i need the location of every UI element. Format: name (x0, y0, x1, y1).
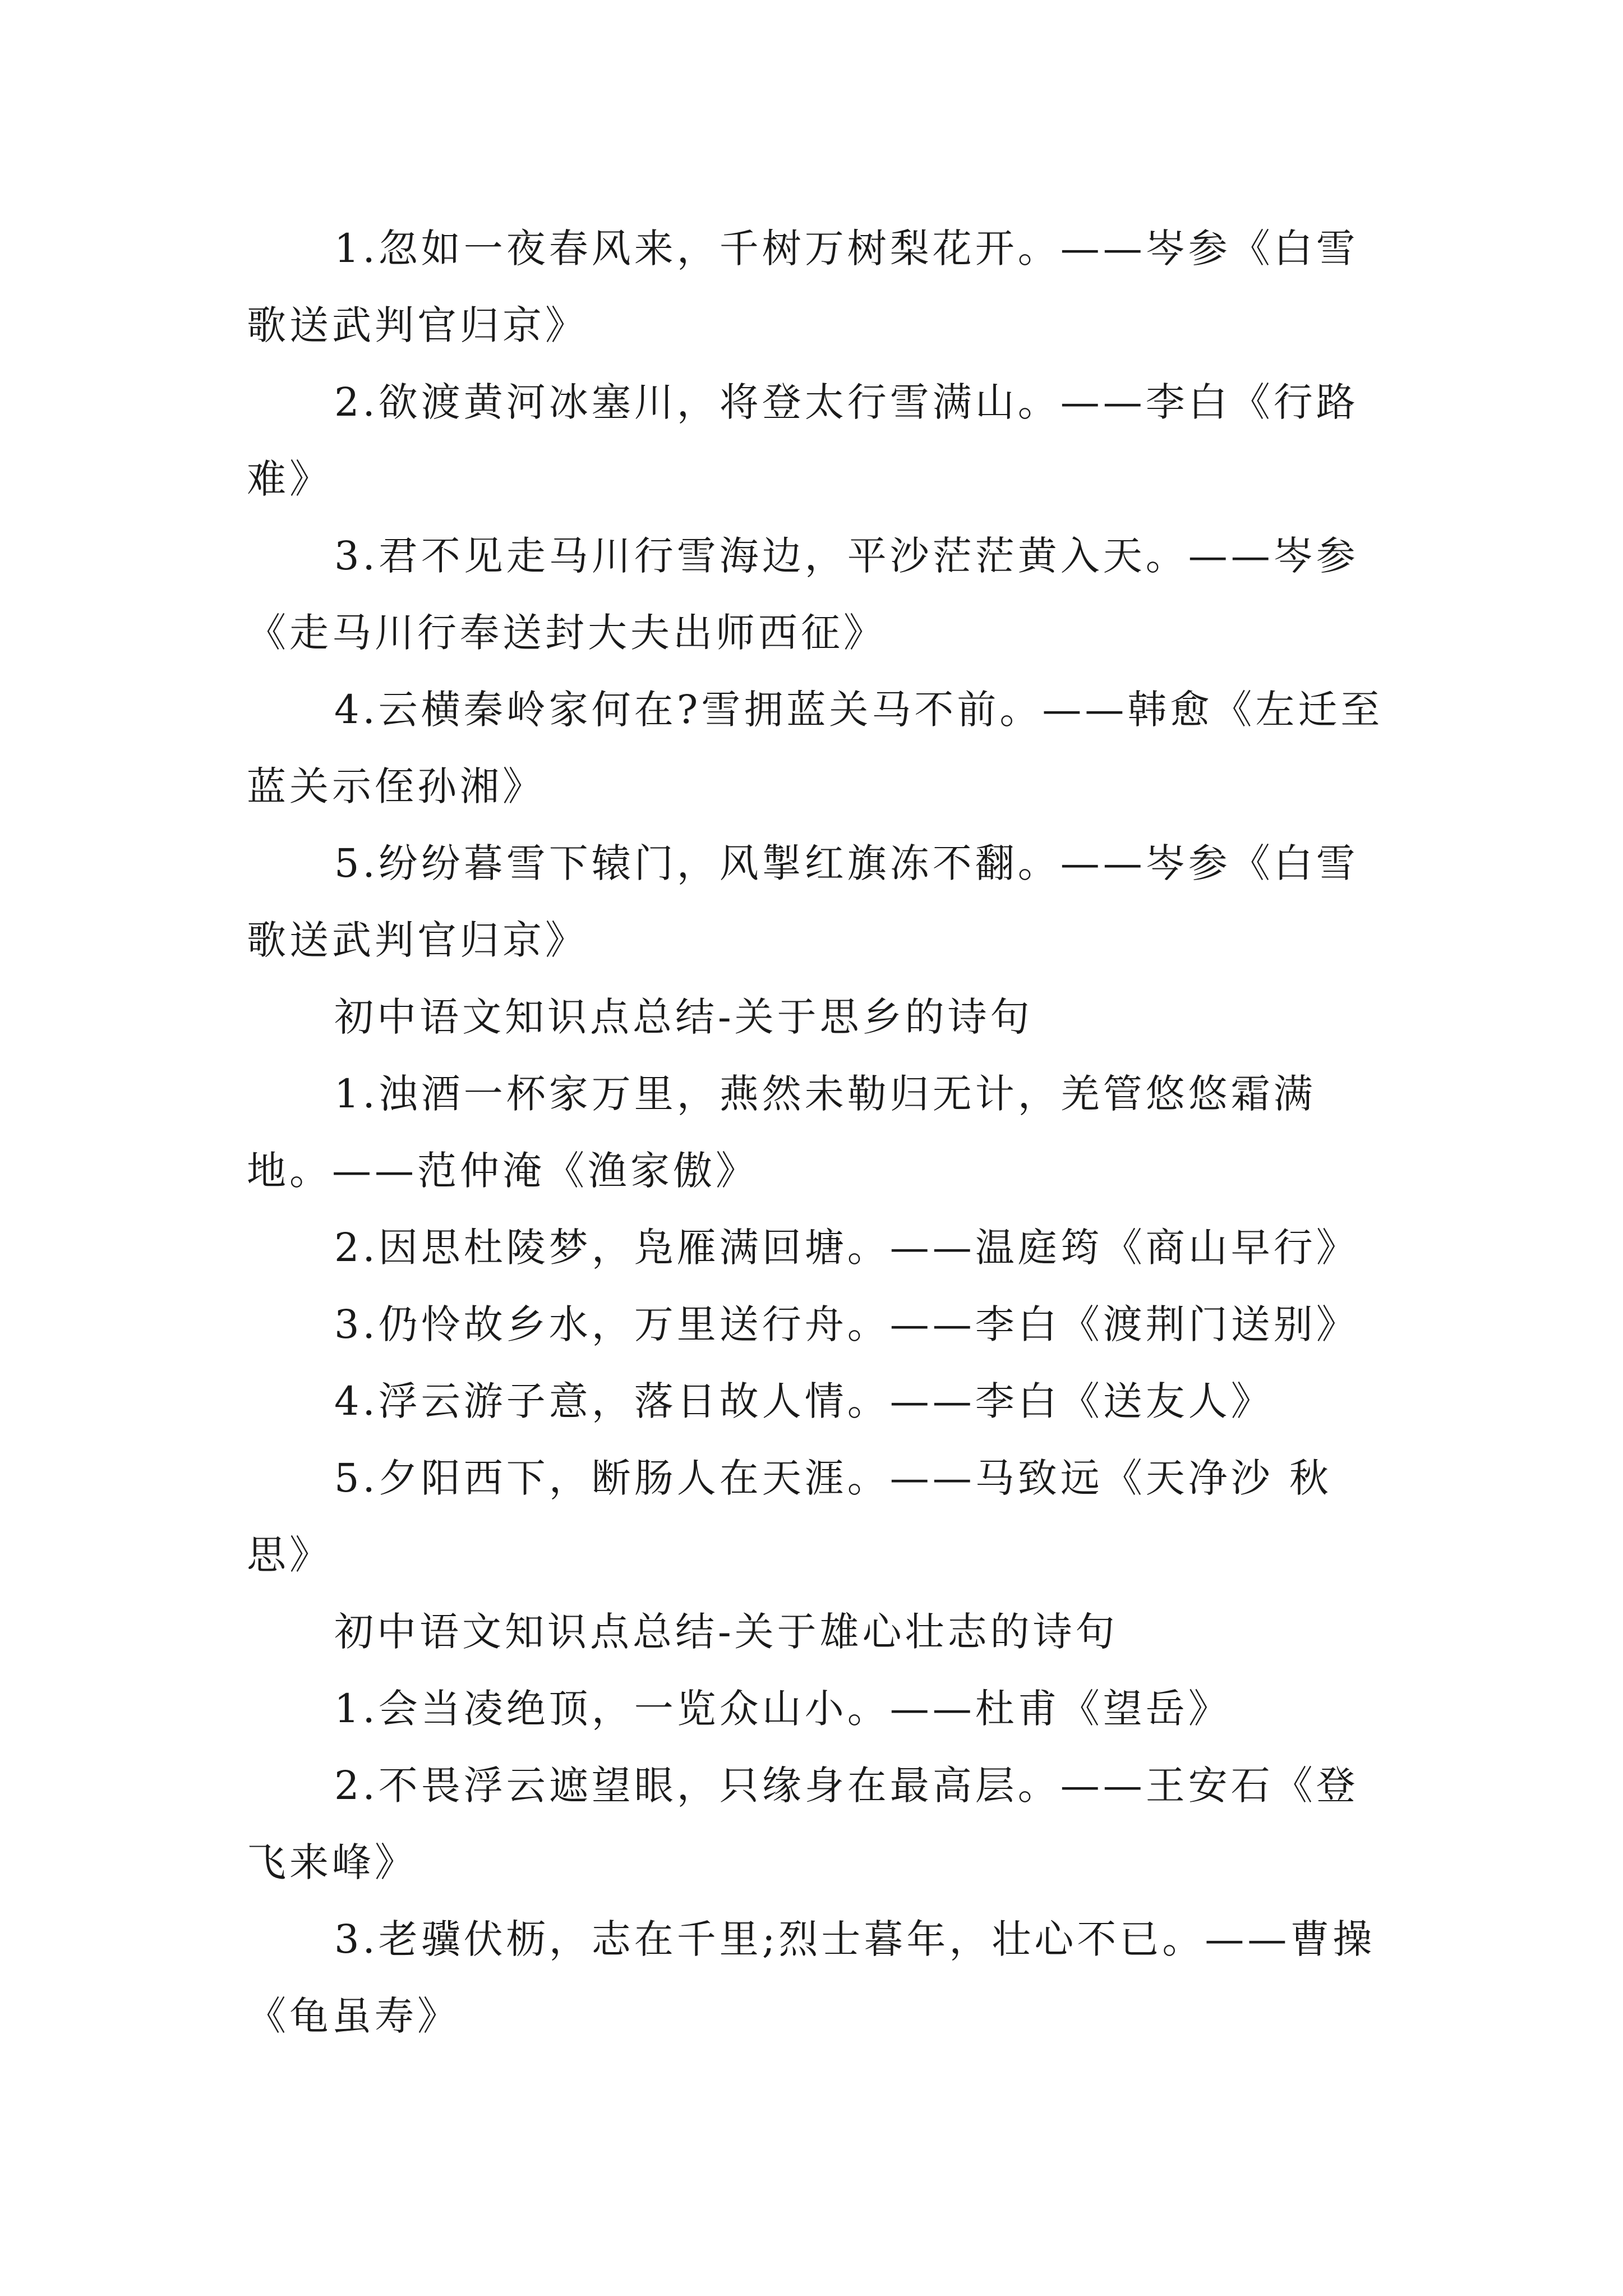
poem-line: 4.云横秦岭家何在?雪拥蓝关马不前。——韩愈《左迁至蓝关示侄孙湘》 (247, 687, 1384, 809)
poem-line: 1.忽如一夜春风来，千树万树梨花开。——岑参《白雪歌送武判官归京》 (247, 226, 1359, 348)
poem-line: 1.浊酒一杯家万里，燕然未勒归无计，羌管悠悠霜满地。——范仲淹《渔家傲》 (247, 1071, 1316, 1194)
poem-line: 5.纷纷暮雪下辕门，风掣红旗冻不翻。——岑参《白雪歌送武判官归京》 (247, 840, 1359, 963)
document-body (247, 210, 1391, 2055)
poem-line: 5.夕阳西下，断肠人在天涯。——马致远《天净沙 秋思》 (247, 1455, 1332, 1578)
poem-line: 2.因思杜陵梦，凫雁满回塘。——温庭筠《商山早行》 (334, 1225, 1359, 1271)
poem-line: 3.仍怜故乡水，万里送行舟。——李白《渡荆门送别》 (334, 1301, 1359, 1347)
poem-line: 2.不畏浮云遮望眼，只缘身在最高层。——王安石《登飞来峰》 (247, 1763, 1359, 1885)
section-heading: 初中语文知识点总结-关于雄心壮志的诗句 (334, 1609, 1118, 1655)
poem-line: 2.欲渡黄河冰塞川，将登太行雪满山。——李白《行路难》 (247, 379, 1359, 502)
poem-line: 3.君不见走马川行雪海边，平沙茫茫黄入天。——岑参《走马川行奉送封大夫出师西征》 (247, 533, 1359, 656)
section-heading: 初中语文知识点总结-关于思乡的诗句 (334, 994, 1033, 1040)
poem-line: 4.浮云游子意，落日故人情。——李白《送友人》 (334, 1378, 1274, 1424)
poem-line: 3.老骥伏枥，志在千里;烈士暮年，壮心不已。——曹操《龟虽寿》 (247, 1916, 1376, 2039)
poem-line: 1.会当凌绝顶，一览众山小。——杜甫《望岳》 (334, 1686, 1231, 1732)
